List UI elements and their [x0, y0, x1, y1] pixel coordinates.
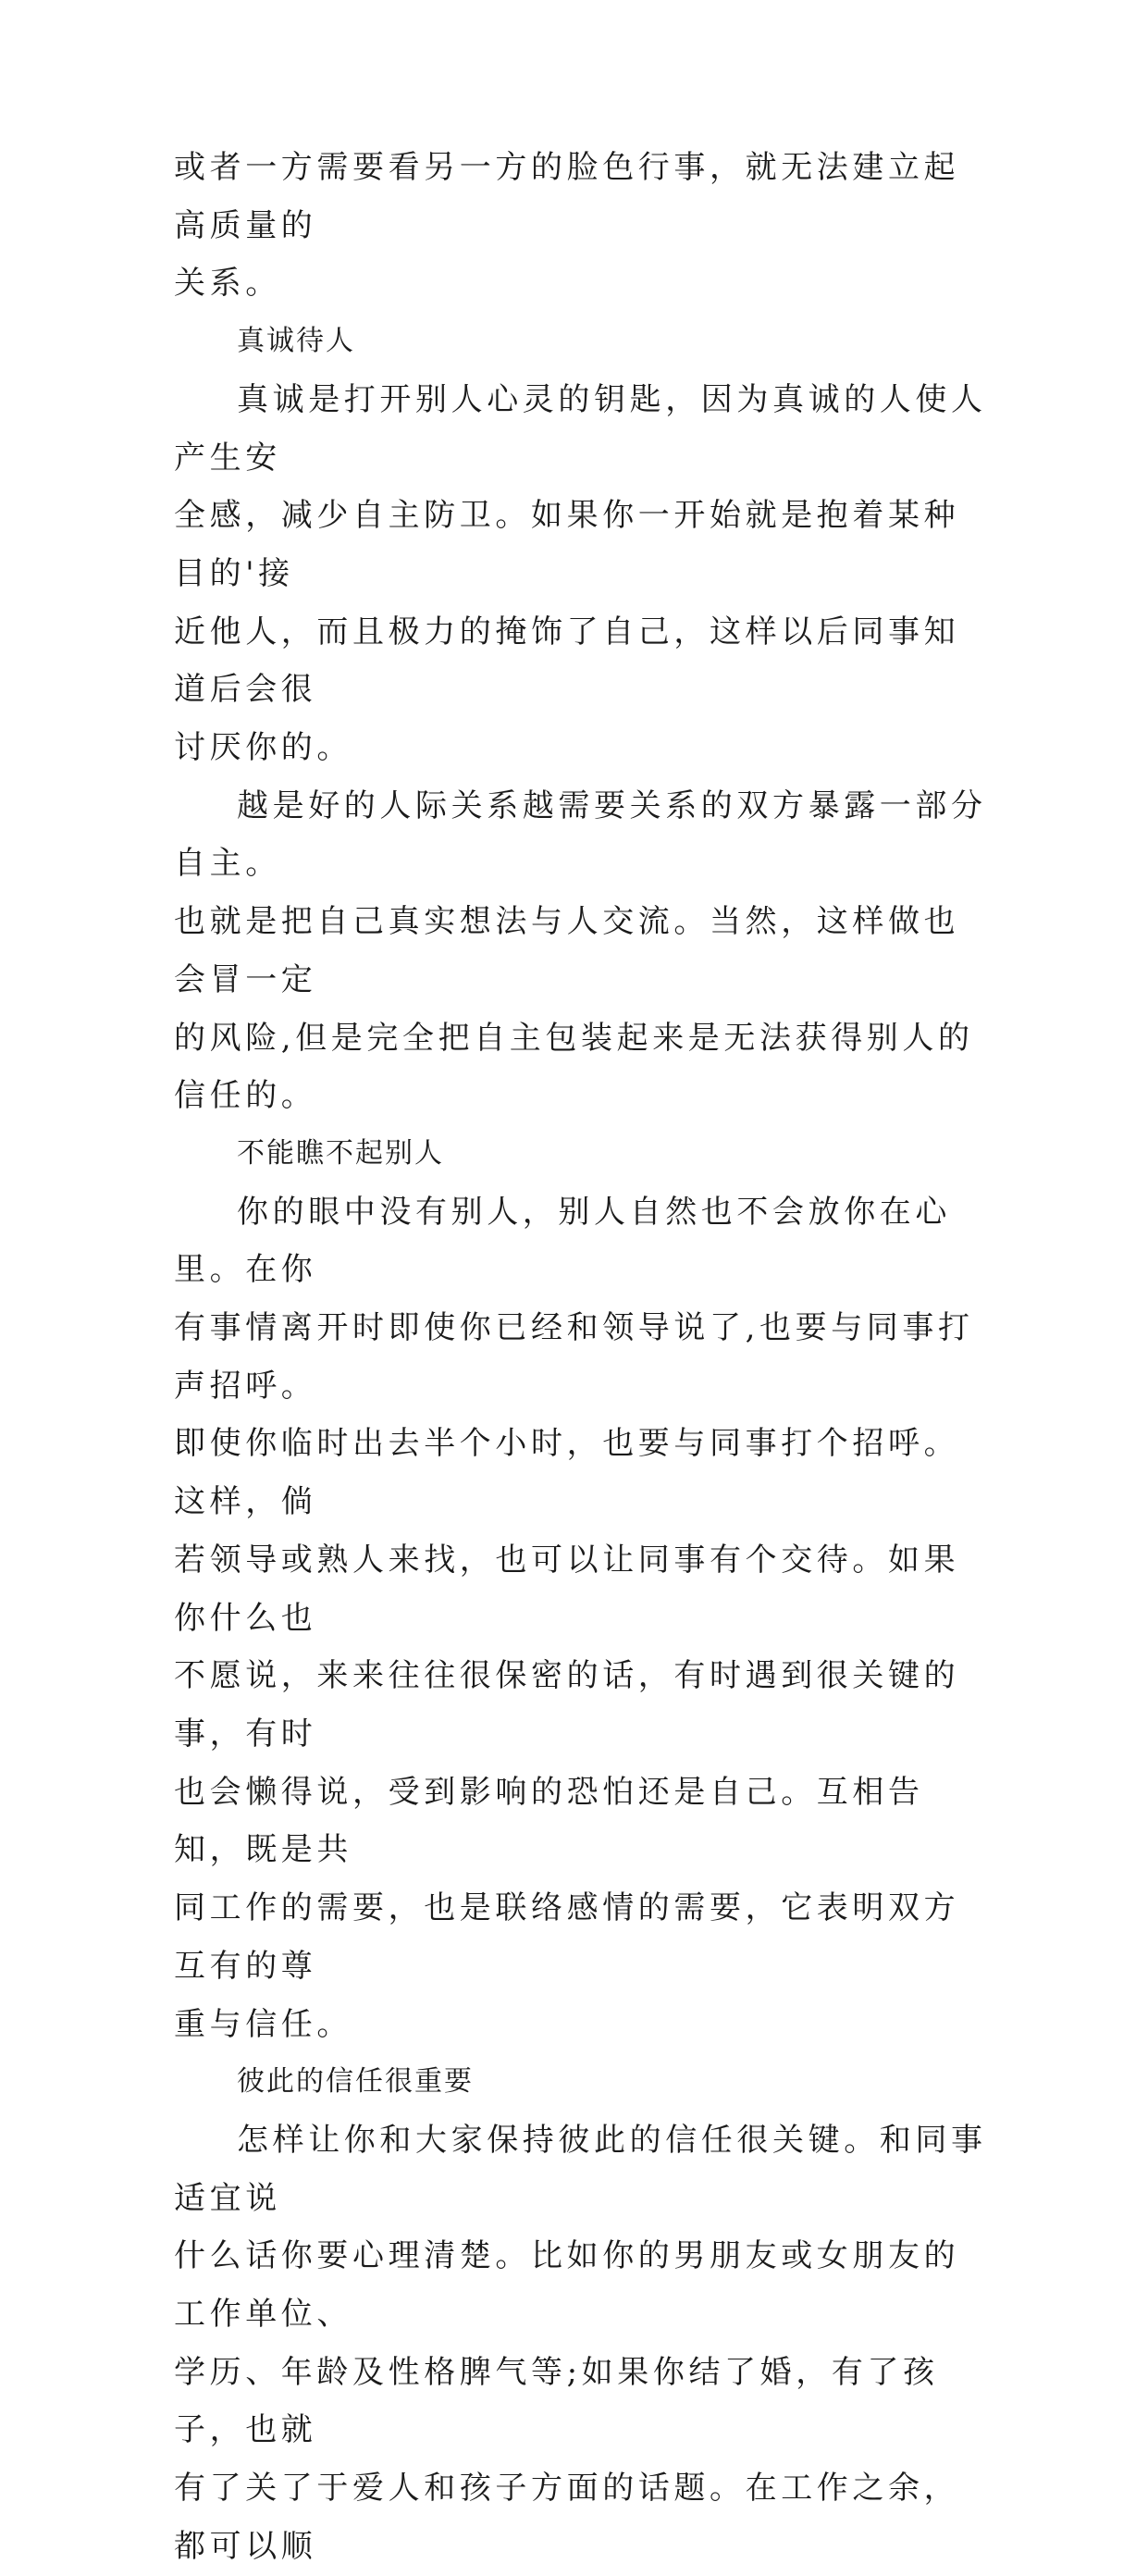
paragraph: 怎样让你和大家保持彼此的信任很关键。和同事适宜说 什么话你要心理清楚。比如你的男朋友或女朋友的工作单位、 学历、年龄及性格脾气等;如果你结了婚，有了孩子，也就 有了关了于爱人和孩子方面的话题。在工作之余，都可以顺	[174, 2121, 987, 2565]
paragraph: 越是好的人际关系越需要关系的双方暴露一部分自主。 也就是把自己真实想法与人交流。当然，这样做也会冒一定 的风险,但是完全把自主包装起来是无法获得别人的信任的。	[174, 786, 987, 1115]
paragraph: 真诚是打开别人心灵的钥匙，因为真诚的人使人产生安 全感，减少自主防卫。如果你一开始就是抱着某种目的'接 近他人，而且极力的掩饰了自己，这样以后同事知道后会很 讨厌你的。	[174, 380, 987, 767]
document-body	[174, 139, 988, 2576]
paragraph: 或者一方需要看另一方的脸色行事，就无法建立起高质量的 关系。	[174, 149, 960, 303]
section-heading: 不能瞧不起别人	[237, 1136, 444, 1170]
section-heading: 真诚待人	[237, 325, 355, 358]
section-heading: 彼此的信任很重要	[237, 2065, 474, 2099]
paragraph: 你的眼中没有别人，别人自然也不会放你在心里。在你 有事情离开时即使你已经和领导说了,也要与同事打声招呼。 即使你临时出去半个小时，也要与同事打个招呼。这样，倘 若领导或熟人来找，也可以让同事有个交待。如果你什么也 不愿说，来来往往很保密的话，有时遇到很关键的事，有时 也会懒得说，受到影响的恐怕还是自己。互相告知，既是共 同工作的需要，也是联络感情的需要，它表明双方互有的尊 重与信任。	[174, 1193, 974, 2043]
